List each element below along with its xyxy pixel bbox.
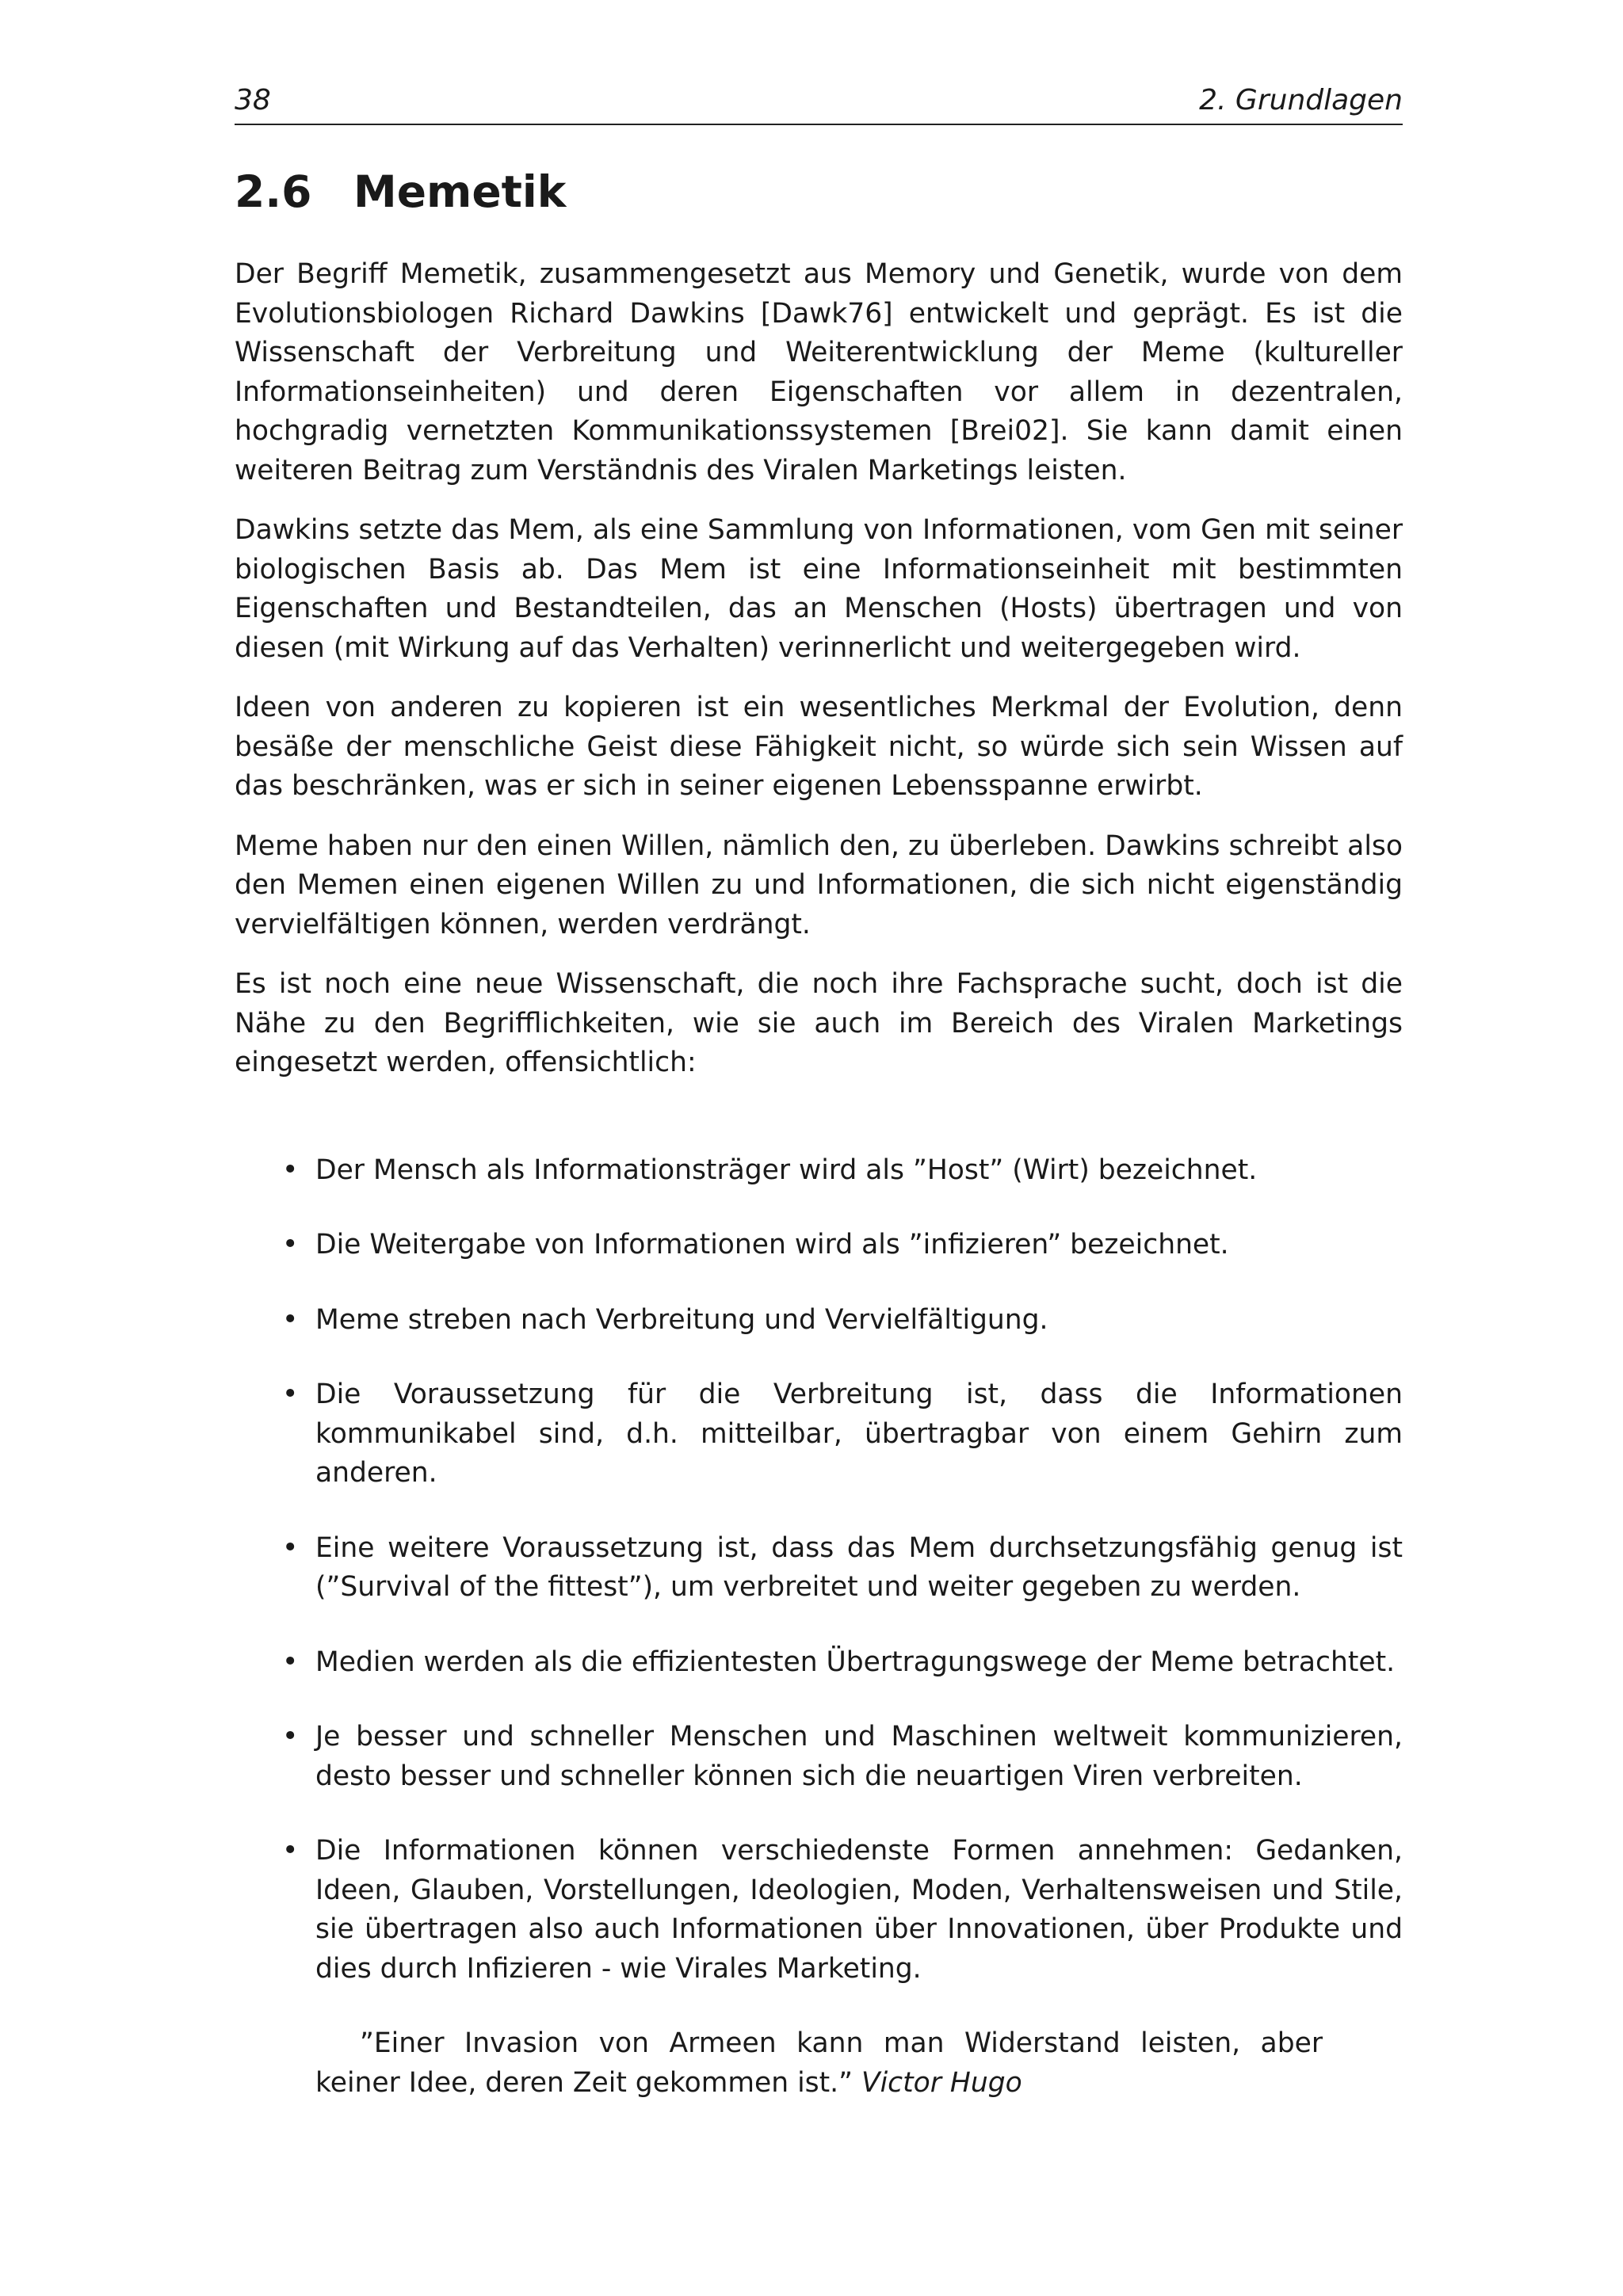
chapter-title: 2. Grundlagen bbox=[1199, 84, 1403, 116]
bullet-icon: • bbox=[282, 1646, 299, 1678]
paragraph: Meme haben nur den einen Willen, nämlich den, zu überleben. Dawkins schreibt also den Memen einen eigenen Willen zu und Informationen, die sich nicht eigenständig vervielfältigen können, werden verdrängt. bbox=[235, 830, 1403, 940]
list-item-text: Je besser und schneller Menschen und Maschinen weltweit kommunizieren, desto besser und schneller können sich die neuartigen Viren verbreiten. bbox=[315, 1721, 1403, 1792]
paragraph: Dawkins setzte das Mem, als eine Sammlung von Informationen, vom Gen mit seiner biologischen Basis ab. Das Mem ist eine Informationseinheit mit bestimmten Eigenschaften und Bestandteilen, das an Menschen (Hosts) übertragen und von diesen (mit Wirkung auf das Verhalten) verinnerlicht und weitergegeben wird. bbox=[235, 514, 1403, 664]
list-item-text: Eine weitere Voraussetzung ist, dass das Mem durchsetzungsfähig genug ist (”Survival of the fittest”), um verbreitet und weiter gegeben zu werden. bbox=[315, 1531, 1403, 1603]
paragraph: Es ist noch eine neue Wissenschaft, die noch ihre Fachsprache sucht, doch ist die Nähe zu den Begrifflichkeiten, wie sie auch im Bereich des Viralen Marketings eingesetzt werden, offensichtlich: bbox=[235, 968, 1403, 1078]
list-item bbox=[235, 1301, 1403, 1341]
paragraph: Der Begriff Memetik, zusammengesetzt aus Memory und Genetik, wurde von dem Evolutionsbiologen Richard Dawkins [Dawk76] entwickelt und geprägt. Es ist die Wissenschaft der Verbreitung und Weiterentwicklung der Meme (kultureller Informationseinheiten) und deren Eigenschaften vor allem in dezentralen, hochgradig vernetzten Kommunikationssystemen [Brei02]. Sie kann damit einen weiteren Beitrag zum Verständnis des Viralen Marketings leisten. bbox=[235, 258, 1403, 486]
running-header bbox=[235, 84, 1403, 125]
list-item-text: Die Informationen können verschiedenste Formen annehmen: Gedanken, Ideen, Glauben, Vorstellungen, Ideologien, Moden, Verhaltensweisen und Stile, sie übertragen also auch Informationen über Innovationen, über Produkte und dies durch Infizieren - wie Virales Marketing. bbox=[315, 1835, 1403, 1985]
list-item-text: Meme streben nach Verbreitung und Vervielfältigung. bbox=[315, 1303, 1048, 1336]
list-item-text: Der Mensch als Informationsträger wird als ”Host” (Wirt) bezeichnet. bbox=[315, 1154, 1258, 1186]
list-item-text: Die Voraussetzung für die Verbreitung ist, dass die Informationen kommunikabel sind, d.h. mitteilbar, übertragbar von einem Gehirn zum anderen. bbox=[315, 1379, 1403, 1489]
bullet-icon: • bbox=[282, 1835, 299, 1867]
quote bbox=[235, 2024, 1403, 2103]
list-item bbox=[235, 1151, 1403, 1191]
bullet-icon: • bbox=[282, 1379, 299, 1410]
list-item bbox=[235, 1375, 1403, 1493]
list-item bbox=[235, 1529, 1403, 1608]
bullet-icon: • bbox=[282, 1721, 299, 1753]
list-item-text: Die Weitergabe von Informationen wird als ”infizieren” bezeichnet. bbox=[315, 1229, 1229, 1261]
list-item bbox=[235, 1718, 1403, 1796]
quote-text: ”Einer Invasion von Armeen kann man Widerstand leisten, aber keiner Idee, deren Zeit gekommen ist.” bbox=[315, 2027, 1323, 2099]
list-item bbox=[235, 1832, 1403, 1989]
section-title: Memetik bbox=[353, 166, 567, 217]
list-item-text: Medien werden als die effizientesten Übertragungswege der Meme betrachtet. bbox=[315, 1646, 1396, 1678]
body-text bbox=[235, 255, 1403, 2123]
list-item bbox=[235, 1643, 1403, 1683]
paragraph: Ideen von anderen zu kopieren ist ein wesentliches Merkmal der Evolution, denn besäße der menschliche Geist diese Fähigkeit nicht, so würde sich sein Wissen auf das beschränken, was er sich in seiner eigenen Lebensspanne erwirbt. bbox=[235, 692, 1403, 802]
bullet-icon: • bbox=[282, 1154, 299, 1186]
list-item bbox=[235, 1226, 1403, 1265]
quote-author: Victor Hugo bbox=[861, 2066, 1022, 2099]
bullet-icon: • bbox=[282, 1531, 299, 1564]
section-heading bbox=[235, 166, 566, 217]
bullet-icon: • bbox=[282, 1229, 299, 1261]
section-number: 2.6 bbox=[235, 166, 312, 217]
page-number: 38 bbox=[235, 84, 271, 116]
bullet-list bbox=[235, 1151, 1403, 1989]
bullet-icon: • bbox=[282, 1303, 299, 1336]
